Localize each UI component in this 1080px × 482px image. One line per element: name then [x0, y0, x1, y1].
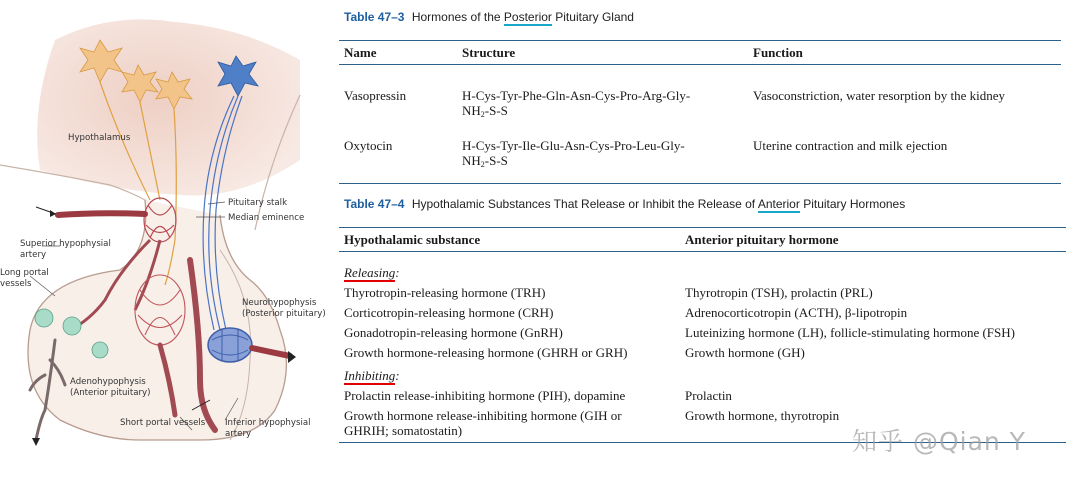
label-superior-hypophysial-artery-1: Superior hypophysial: [20, 239, 111, 249]
hormone-cell: Thyrotropin (TSH), prolactin (PRL): [685, 285, 873, 300]
table-row: [339, 135, 1061, 175]
column-header: Name: [339, 41, 457, 65]
posterior-pituitary-hormones-table: [339, 8, 1061, 184]
hormone-name: Vasopressin: [344, 88, 407, 103]
pituitary-anatomy-illustration: [0, 0, 330, 482]
posterior-pituitary-plexus: [208, 328, 252, 362]
table-body: [339, 40, 1061, 184]
substance-cell: Growth hormone release-inhibiting hormone (GIH or GHRIH; somatostatin): [344, 408, 622, 438]
hormone-cell: Prolactin: [685, 388, 732, 403]
caption-highlight: Posterior: [503, 10, 552, 24]
substance-cell: Gonadotropin-releasing hormone (GnRH): [344, 325, 563, 340]
hormone-structure: H-Cys-Tyr-Phe-Gln-Asn-Cys-Pro-Arg-Gly- $NH_2-S-S$: [462, 88, 691, 119]
hormone-cell: Growth hormone (GH): [685, 345, 805, 360]
hormone-function: Vasoconstriction, water resorption by the kidney: [753, 88, 1005, 103]
caption-text: Pituitary Hormones: [803, 197, 906, 211]
label-hypothalamus: Hypothalamus: [68, 133, 131, 143]
section-header-inhibiting: Inhibiting:: [344, 368, 400, 383]
hormone-name: Oxytocin: [344, 138, 393, 153]
table-number: Table 47–3: [344, 10, 405, 24]
substance-cell: Growth hormone-releasing hormone (GHRH or GRH): [344, 345, 628, 360]
caption-text: Pituitary Gland: [555, 10, 634, 24]
label-adenohypophysis-2: (Anterior pituitary): [70, 388, 151, 398]
section-label: Releasing: [344, 265, 396, 280]
label-pituitary-stalk: Pituitary stalk: [228, 198, 288, 208]
substance-cell: Corticotropin-releasing hormone (CRH): [344, 305, 554, 320]
label-neurohypophysis-2: (Posterior pituitary): [242, 309, 326, 319]
table-row: [339, 385, 1066, 405]
label-long-portal-vessels-2: vessels: [0, 279, 32, 289]
hypothalamus-region: [37, 19, 300, 195]
label-superior-hypophysial-artery-2: artery: [20, 250, 47, 260]
hypothalamic-substances-table: [339, 195, 1066, 443]
hormone-cell: Adrenocorticotropin (ACTH), β-lipotropin: [685, 305, 908, 320]
section-header-releasing: Releasing:: [344, 265, 400, 280]
label-neurohypophysis-1: Neurohypophysis: [242, 298, 317, 308]
label-adenohypophysis-1: Adenohypophysis: [70, 377, 146, 387]
table-caption: [339, 8, 1061, 28]
hormone-structure: H-Cys-Tyr-Ile-Glu-Asn-Cys-Pro-Leu-Gly- $NH_2-S-S$: [462, 138, 685, 169]
table-row: [339, 282, 1066, 302]
column-header: Structure: [457, 41, 748, 65]
caption-text: Hypothalamic Substances That Release or Inhibit the Release of: [411, 197, 756, 211]
label-median-eminence: Median eminence: [228, 213, 305, 223]
hormone-cell: Luteinizing hormone (LH), follicle-stimulating hormone (FSH): [685, 325, 1015, 340]
column-header: Function: [748, 41, 1061, 65]
table-row: [339, 342, 1066, 362]
label-inferior-hypophysial-artery-2: artery: [225, 429, 252, 439]
hormone-cell: Growth hormone, thyrotropin: [685, 408, 840, 423]
superior-hypophysial-artery: [58, 213, 145, 215]
label-long-portal-vessels-1: Long portal: [0, 268, 49, 278]
label-short-portal-vessels: Short portal vessels: [120, 418, 206, 428]
caption-text: Hormones of the: [411, 10, 501, 24]
table-row: [339, 302, 1066, 322]
substance-cell: Prolactin release-inhibiting hormone (PIH), dopamine: [344, 388, 626, 403]
hormone-function: Uterine contraction and milk ejection: [753, 138, 948, 153]
substance-cell: Thyrotropin-releasing hormone (TRH): [344, 285, 546, 300]
table-caption: [339, 195, 1066, 215]
column-header: Hypothalamic substance: [339, 228, 680, 252]
table-row: [339, 322, 1066, 342]
caption-highlight: Anterior: [757, 197, 800, 211]
table-body: [339, 227, 1066, 443]
section-label: Inhibiting: [344, 368, 396, 383]
watermark: 知乎 @Qian Y: [852, 427, 1026, 456]
table-row: [339, 85, 1061, 125]
table-number: Table 47–4: [344, 197, 405, 211]
column-header: Anterior pituitary hormone: [680, 228, 1066, 252]
label-inferior-hypophysial-artery-1: Inferior hypophysial: [225, 418, 311, 428]
